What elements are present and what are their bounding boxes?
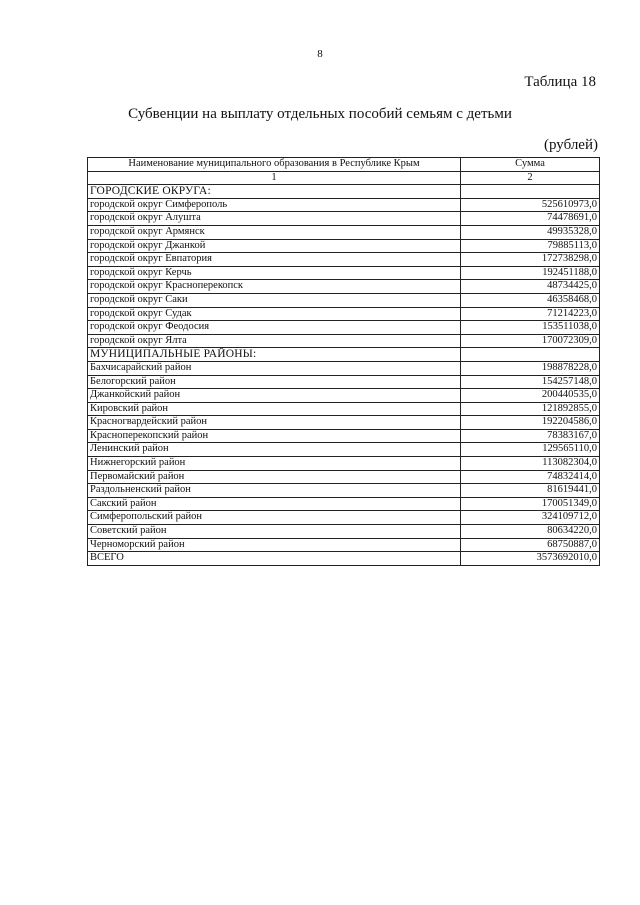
row-sum: 71214223,0 (461, 307, 600, 321)
row-sum: 74478691,0 (461, 212, 600, 226)
row-sum: 525610973,0 (461, 198, 600, 212)
row-name: городской округ Красноперекопск (88, 280, 461, 294)
table-row (88, 253, 600, 267)
table-row (88, 198, 600, 212)
header-name: Наименование муниципального образования в Республике Крым (88, 158, 461, 172)
row-name: городской округ Джанкой (88, 239, 461, 253)
table-row (88, 525, 600, 539)
table-row (88, 511, 600, 525)
row-name: Красногвардейский район (88, 416, 461, 430)
row-name: Симферопольский район (88, 511, 461, 525)
table-row (88, 416, 600, 430)
row-name: городской округ Ялта (88, 334, 461, 348)
table-row (88, 225, 600, 239)
row-sum: 192204586,0 (461, 416, 600, 430)
row-sum: 81619441,0 (461, 484, 600, 498)
row-sum: 113082304,0 (461, 457, 600, 471)
row-name: городской округ Армянск (88, 225, 461, 239)
row-sum: 129565110,0 (461, 443, 600, 457)
table-row (88, 375, 600, 389)
row-name: Первомайский район (88, 470, 461, 484)
table-header-row (88, 158, 600, 172)
table-row (88, 266, 600, 280)
row-name: городской округ Симферополь (88, 198, 461, 212)
total-sum: 3573692010,0 (461, 552, 600, 566)
subventions-table (87, 157, 600, 566)
table-label: Таблица 18 (524, 74, 596, 90)
row-sum: 74832414,0 (461, 470, 600, 484)
row-name: Черноморский район (88, 538, 461, 552)
row-name: Джанкойский район (88, 389, 461, 403)
row-sum: 192451188,0 (461, 266, 600, 280)
row-sum: 80634220,0 (461, 525, 600, 539)
row-sum: 49935328,0 (461, 225, 600, 239)
section-empty-cell (461, 185, 600, 199)
row-sum: 121892855,0 (461, 402, 600, 416)
page-number: 8 (317, 48, 323, 60)
row-name: Сакский район (88, 497, 461, 511)
row-name: Раздольненский район (88, 484, 461, 498)
section-row-urban (88, 185, 600, 199)
table-row (88, 307, 600, 321)
section-label-urban: ГОРОДСКИЕ ОКРУГА: (88, 185, 461, 199)
table-row (88, 239, 600, 253)
table-row (88, 497, 600, 511)
row-name: городской округ Судак (88, 307, 461, 321)
table-row (88, 443, 600, 457)
row-name: Советский район (88, 525, 461, 539)
document-title: Субвенции на выплату отдельных пособий семьям с детьми (128, 106, 512, 122)
header-sum: Сумма (461, 158, 600, 172)
table-row (88, 457, 600, 471)
table-row (88, 402, 600, 416)
row-sum: 48734425,0 (461, 280, 600, 294)
table-row (88, 280, 600, 294)
row-sum: 324109712,0 (461, 511, 600, 525)
row-name: Ленинский район (88, 443, 461, 457)
row-name: Кировский район (88, 402, 461, 416)
table-row (88, 389, 600, 403)
table-row (88, 484, 600, 498)
row-sum: 200440535,0 (461, 389, 600, 403)
unit-label: (рублей) (543, 137, 598, 153)
row-sum: 78383167,0 (461, 429, 600, 443)
row-name: Бахчисарайский район (88, 361, 461, 375)
total-row (88, 552, 600, 566)
table-row (88, 538, 600, 552)
section-empty-cell (461, 348, 600, 362)
row-name: городской округ Феодосия (88, 321, 461, 335)
row-name: городской округ Керчь (88, 266, 461, 280)
table-row (88, 212, 600, 226)
row-sum: 198878228,0 (461, 361, 600, 375)
table-row (88, 334, 600, 348)
row-sum: 170072309,0 (461, 334, 600, 348)
column-number-row (88, 171, 600, 185)
row-sum: 46358468,0 (461, 293, 600, 307)
row-name: городской округ Алушта (88, 212, 461, 226)
table-row (88, 470, 600, 484)
total-label: ВСЕГО (88, 552, 461, 566)
row-name: Белогорский район (88, 375, 461, 389)
row-sum: 68750887,0 (461, 538, 600, 552)
row-sum: 172738298,0 (461, 253, 600, 267)
column-number-name: 1 (88, 171, 461, 185)
section-label-districts: МУНИЦИПАЛЬНЫЕ РАЙОНЫ: (88, 348, 461, 362)
row-name: Нижнегорский район (88, 457, 461, 471)
table-row (88, 321, 600, 335)
row-sum: 154257148,0 (461, 375, 600, 389)
table-row (88, 429, 600, 443)
row-sum: 153511038,0 (461, 321, 600, 335)
column-number-sum: 2 (461, 171, 600, 185)
table-row (88, 361, 600, 375)
row-name: Красноперекопский район (88, 429, 461, 443)
row-name: городской округ Саки (88, 293, 461, 307)
row-name: городской округ Евпатория (88, 253, 461, 267)
table-row (88, 293, 600, 307)
row-sum: 170051349,0 (461, 497, 600, 511)
section-row-districts (88, 348, 600, 362)
row-sum: 79885113,0 (461, 239, 600, 253)
